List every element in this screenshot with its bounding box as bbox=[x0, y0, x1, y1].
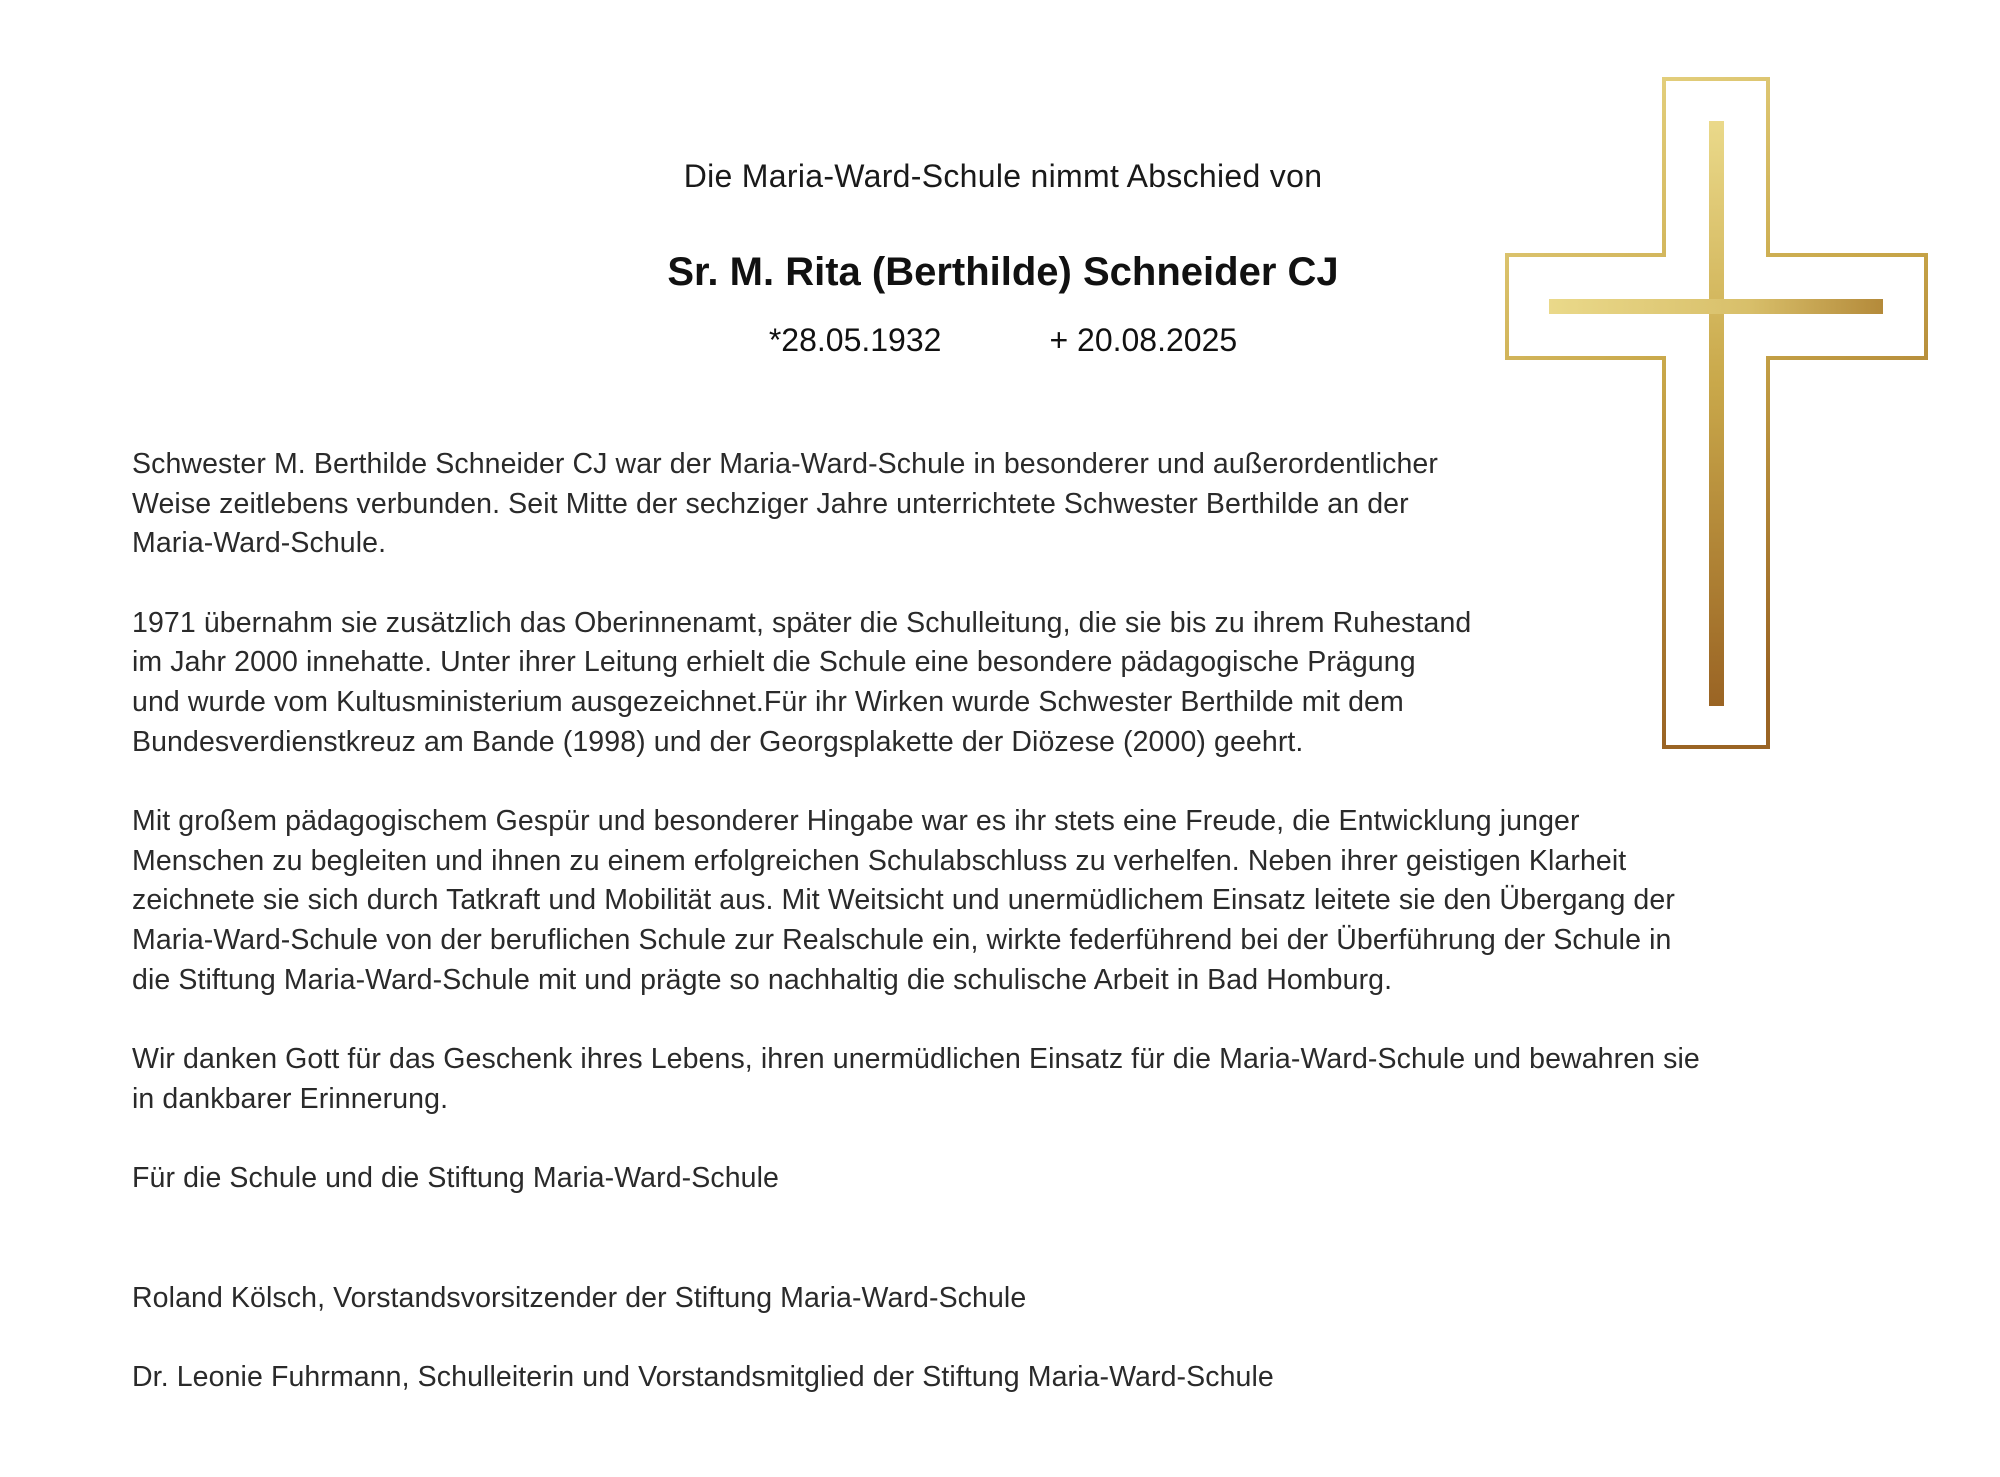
paragraph-2: 1971 übernahm sie zusätzlich das Oberinnenamt, später die Schulleitung, die sie bis zu ihrem Ruhestand im Jahr 2000 innehatte. Unter ihrer Leitung erhielt die Schule eine besondere pädagogische Prägung und wurde vom Kultusministerium ausgezeichnet.Für ihr Wirken wurde Schwester Berthilde mit dem Bundesverdienstkreuz am Bande (1998) und der Georgsplakette der Diözese (2000) geehrt. bbox=[132, 606, 1472, 758]
paragraph-1: Schwester M. Berthilde Schneider CJ war der Maria-Ward-Schule in besonderer und außerordentlicher Weise zeitlebens verbunden. Seit Mitte der sechziger Jahre unterrichtete Schwester Berthilde an der Maria-Ward-Schule. bbox=[132, 448, 1438, 560]
paragraph-5: Für die Schule und die Stiftung Maria-Ward-Schule bbox=[132, 1162, 779, 1195]
intro-line: Die Maria-Ward-Schule nimmt Abschied von bbox=[683, 158, 1323, 194]
obituary-body bbox=[132, 445, 1892, 1477]
deceased-name: Sr. M. Rita (Berthilde) Schneider CJ bbox=[667, 250, 1339, 294]
death-date: + 20.08.2025 bbox=[1049, 322, 1238, 358]
paragraph-4: Wir danken Gott für das Geschenk ihres Lebens, ihren unermüdlichen Einsatz für die Maria-Ward-Schule und bewahren sie in dankbarer Erinnerung. bbox=[132, 1043, 1700, 1115]
paragraph-3: Mit großem pädagogischem Gespür und besonderer Hingabe war es ihr stets eine Freude, die Entwicklung junger Menschen zu begleiten und ihnen zu einem erfolgreichen Schulabschluss zu verhelfen. Neben ihrer geistigen Klarheit zeichnete sie sich durch Tatkraft und Mobilität aus. Mit Weitsicht und unermüdlichem Einsatz leitete sie den Übergang der Maria-Ward-Schule von der beruflichen Schule zur Realschule ein, wirkte federführend bei der Überführung der Schule in die Stiftung Maria-Ward-Schule mit und prägte so nachhaltig die schulische Arbeit in Bad Homburg. bbox=[132, 805, 1675, 996]
cross-inner-horizontal bbox=[1549, 299, 1883, 314]
birth-date: *28.05.1932 bbox=[768, 322, 942, 358]
signatory-2: Dr. Leonie Fuhrmann, Schulleiterin und Vorstandsmitglied der Stiftung Maria-Ward-Schule bbox=[132, 1360, 1274, 1393]
signatory-1: Roland Kölsch, Vorstandsvorsitzender der Stiftung Maria-Ward-Schule bbox=[132, 1281, 1027, 1314]
signatories bbox=[132, 1239, 1892, 1437]
